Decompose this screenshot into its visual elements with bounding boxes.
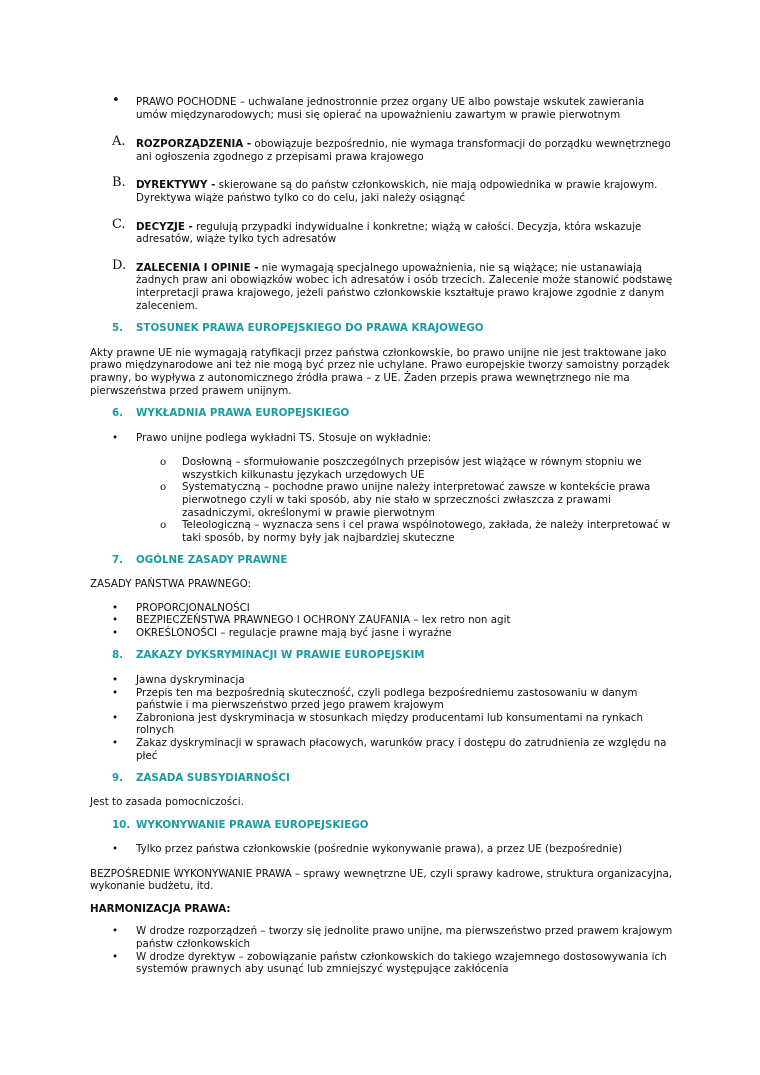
section-title: ZASADA SUBSYDIARNOŚCI bbox=[136, 772, 290, 785]
list-item bbox=[90, 674, 675, 687]
sub-list-text: Teleologiczną – wyznacza sens i cel prawa wspólnotowego, zakłada, że należy interpretować w taki sposób, by normy były jak najbardziej skuteczne bbox=[182, 519, 671, 544]
list-item bbox=[90, 602, 675, 615]
section-number: 8. bbox=[112, 649, 124, 662]
list-item-text: OKREŚLONOŚCI – regulacje prawne mają być jasne i wyraźne bbox=[136, 626, 452, 639]
list-item bbox=[90, 843, 675, 856]
term: ZALECENIA I OPINIE - bbox=[136, 261, 259, 274]
section-heading bbox=[90, 407, 675, 420]
paragraph: PRAWO POCHODNE – uchwalane jednostronnie przez organy UE albo powstaje wskutek zawierania umów międzynarodowych; musi się opierać na upoważnieniu zawartym w prawie pierwotnym bbox=[136, 96, 645, 121]
definition: obowiązuje bezpośrednio, nie wymaga transformacji do porządku wewnętrznego ani ogłoszenia zgodnego z przepisami prawa krajowego bbox=[136, 138, 671, 163]
section-heading bbox=[90, 322, 675, 335]
section-heading bbox=[90, 819, 675, 832]
sub-bullet-icon: o bbox=[160, 456, 167, 469]
list-item bbox=[90, 93, 675, 121]
sub-bullet-icon: o bbox=[160, 519, 167, 532]
bullet-icon: • bbox=[112, 674, 119, 686]
list-item-text: W drodze dyrektyw – zobowiązanie państw członkowskich do takiego wzajemnego dostosowywania ich systemów prawnych aby usunąć lub zmniejszyć występujące zakłócenia bbox=[136, 950, 667, 976]
list-item bbox=[90, 925, 675, 950]
bullet-icon: • bbox=[112, 711, 119, 724]
paragraph: BEZPOŚREDNIE WYKONYWANIE PRAWA – sprawy wewnętrzne UE, czyli sprawy kadrowe, struktura organizacyjna, wykonanie budżetu, itd. bbox=[90, 867, 673, 893]
list-letter: A. bbox=[112, 134, 126, 150]
sub-list-item bbox=[90, 519, 675, 544]
list-item bbox=[90, 257, 675, 312]
list-item-text: Prawo unijne podlega wykładni TS. Stosuje on wykładnie: bbox=[136, 431, 432, 444]
section-number: 10. bbox=[112, 819, 131, 832]
list-letter: D. bbox=[112, 257, 127, 273]
list-item bbox=[90, 134, 675, 163]
section-number: 9. bbox=[112, 772, 124, 785]
section-heading bbox=[90, 554, 675, 567]
section-title: OGÓLNE ZASADY PRAWNE bbox=[136, 554, 288, 567]
section-title: WYKŁADNIA PRAWA EUROPEJSKIEGO bbox=[136, 407, 350, 420]
section-title: WYKONYWANIE PRAWA EUROPEJSKIEGO bbox=[136, 819, 369, 832]
bullet-icon: • bbox=[112, 950, 119, 963]
document-page bbox=[90, 93, 675, 976]
sub-bullet-icon: o bbox=[160, 481, 167, 494]
bullet-icon: • bbox=[112, 431, 119, 444]
list-item bbox=[90, 432, 675, 445]
term: DECYZJE - bbox=[136, 220, 193, 233]
list-item bbox=[90, 627, 675, 640]
section-number: 5. bbox=[112, 322, 124, 335]
bullet-icon: • bbox=[112, 842, 119, 855]
bullet-icon: • bbox=[112, 925, 119, 938]
bullet-icon: • bbox=[112, 93, 120, 108]
list-item bbox=[90, 712, 675, 737]
section-title: STOSUNEK PRAWA EUROPEJSKIEGO DO PRAWA KRAJOWEGO bbox=[136, 322, 484, 335]
sub-list-item bbox=[90, 481, 675, 519]
list-item-text: Tylko przez państwa członkowskie (pośrednie wykonywanie prawa), a przez UE (bezpośrednie) bbox=[136, 842, 623, 855]
list-item-text: BEZPIECZEŃSTWA PRAWNEGO I OCHRONY ZAUFANIA – lex retro non agit bbox=[136, 614, 511, 627]
section-number: 7. bbox=[112, 554, 124, 567]
bullet-icon: • bbox=[112, 736, 119, 749]
list-item-text: Zabroniona jest dyskryminacja w stosunkach między producentami lub konsumentami na rynkach rolnych bbox=[136, 711, 643, 737]
bullet-icon: • bbox=[112, 601, 119, 614]
section-title: ZAKAZY DYKSRYMINACJI W PRAWIE EUROPEJSKIM bbox=[136, 649, 425, 662]
bullet-icon: • bbox=[112, 614, 119, 627]
term: ROZPORZĄDZENIA - bbox=[136, 138, 252, 151]
list-item bbox=[90, 614, 675, 627]
definition: skierowane są do państw członkowskich, nie mają odpowiednika w prawie krajowym. Dyrektywa wiąże państwo tylko co do celu, jaki należy osiągnąć bbox=[136, 179, 658, 204]
list-letter: B. bbox=[112, 175, 126, 191]
term: DYREKTYWY - bbox=[136, 179, 216, 192]
bullet-icon: • bbox=[112, 626, 119, 639]
definition: nie wymagają specjalnego upoważnienia, nie są wiążące; nie ustanawiają żadnych praw ani obowiązków wobec ich adresatów i osób trzecich. Zalecenie może stanowić podstawę interpretacji prawa krajowego, jeżeli państwo członkowskie kształtuje prawo krajowe zgodnie z danym zaleceniem. bbox=[136, 261, 673, 312]
section-heading bbox=[90, 772, 675, 785]
sub-list-text: Systematyczną – pochodne prawo unijne należy interpretować zawsze w kontekście prawa pierwotnego czyli w taki sposób, aby nie stało w sprzeczności zwłaszcza z prawami zasadniczymi, określonymi w prawie pierwotnym bbox=[182, 481, 651, 519]
section-title: HARMONIZACJA PRAWA: bbox=[90, 902, 231, 915]
list-item-text: Jawna dyskryminacja bbox=[136, 674, 245, 686]
list-item-text: PROPORCJONALNOŚCI bbox=[136, 601, 250, 614]
list-letter: C. bbox=[112, 216, 126, 232]
list-item-text: Zakaz dyskryminacji w sprawach płacowych, warunków pracy i dostępu do zatrudnienia ze względu na płeć bbox=[136, 736, 667, 762]
definition: regulują przypadki indywidualne i konkretne; wiążą w całości. Decyzja, która wskazuje adresatów, wiąże tylko tych adresatów bbox=[136, 220, 642, 246]
paragraph: ZASADY PAŃSTWA PRAWNEGO: bbox=[90, 578, 252, 591]
list-item-text: Przepis ten ma bezpośrednią skuteczność, czyli podlega bezpośredniemu zastosowaniu w danym państwie i ma pierwszeństwo przed jego prawem krajowym bbox=[136, 686, 638, 712]
list-item-text: W drodze rozporządzeń – tworzy się jednolite prawo unijne, ma pierwszeństwo przed prawem krajowym państw członkowskich bbox=[136, 925, 673, 950]
list-item bbox=[90, 175, 675, 204]
list-item bbox=[90, 737, 675, 762]
paragraph: Jest to zasada pomocniczości. bbox=[90, 795, 244, 808]
bullet-icon: • bbox=[112, 686, 119, 699]
paragraph: Akty prawne UE nie wymagają ratyfikacji przez państwa członkowskie, bo prawo unijne nie jest traktowane jako prawo międzynarodowe ani też nie mogą być przez nie uchylane. Prawo europejskie tworzy samoistny porządek prawny, bo wypływa z autonomicznego źródła prawa – z UE. Żaden przepis prawa wewnętrznego nie ma pierwszeństwa przed prawem unijnym. bbox=[90, 346, 670, 397]
sub-list-text: Dosłowną – sformułowanie poszczególnych przepisów jest wiążące w równym stopniu we wszystkich kilkunastu językach urzędowych UE bbox=[182, 456, 642, 481]
list-item bbox=[90, 951, 675, 976]
section-heading bbox=[90, 649, 675, 662]
section-number: 6. bbox=[112, 407, 124, 420]
sub-list-item bbox=[90, 456, 675, 481]
list-item bbox=[90, 687, 675, 712]
list-item bbox=[90, 216, 675, 246]
